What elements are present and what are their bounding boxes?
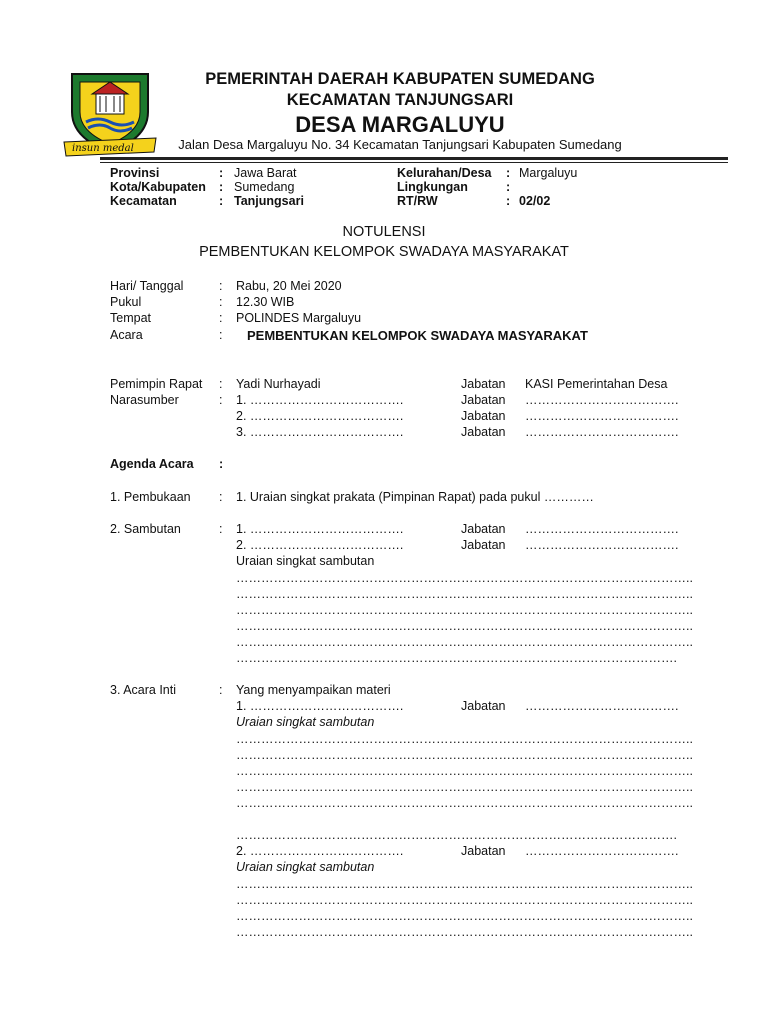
jabatan-blank: ………………………………. <box>525 522 679 536</box>
kecamatan-value: Tanjungsari <box>234 194 304 208</box>
narasumber-1: 1. ………………………………. <box>236 393 404 407</box>
agenda-heading-colon: : <box>219 457 224 471</box>
narasumber-3: 3. ………………………………. <box>236 425 404 439</box>
jabatan-label: Jabatan <box>461 538 506 552</box>
jabatan-label: Jabatan <box>461 699 506 713</box>
jabatan-label: Jabatan <box>461 409 506 423</box>
pemimpin-jabatan-value: KASI Pemerintahan Desa <box>525 377 668 391</box>
acara-value: PEMBENTUKAN KELOMPOK SWADAYA MASYARAKAT <box>247 328 588 343</box>
sambutan-speaker-1: 1. ………………………………. <box>236 522 404 536</box>
acara-inti-uraian-1-label: Uraian singkat sambutan <box>236 715 375 729</box>
agenda-heading: Agenda Acara <box>110 457 194 471</box>
sambutan-uraian-label: Uraian singkat sambutan <box>236 554 375 568</box>
letterhead-divider-thin <box>100 162 728 163</box>
dotted-line: ……………………………………………………………………………………………….. <box>236 893 693 907</box>
acara-inti-uraian-2-label: Uraian singkat sambutan <box>236 860 375 874</box>
pukul-label: Pukul <box>110 295 142 309</box>
jabatan-blank: ………………………………. <box>525 699 679 713</box>
jabatan-blank: ………………………………. <box>525 538 679 552</box>
rtrw-value: 02/02 <box>519 194 551 208</box>
pemimpin-rapat-value: Yadi Nurhayadi <box>236 377 321 391</box>
pukul-colon: : <box>219 295 223 309</box>
kota-colon: : <box>219 180 224 194</box>
regency-coat-of-arms-logo <box>62 68 158 158</box>
dotted-line: ……………………………………………………………………………………………….. <box>236 635 693 649</box>
jabatan-label: Jabatan <box>461 425 506 439</box>
kelurahan-label: Kelurahan/Desa <box>397 166 492 180</box>
pukul-value: 12.30 WIB <box>236 295 295 309</box>
dotted-line: ……………………………………………………………………………………………….. <box>236 571 693 585</box>
dotted-line: ……………………………………………………………………………………………. <box>236 651 677 665</box>
jabatan-blank: ………………………………. <box>525 844 679 858</box>
dotted-line: ……………………………………………………………………………………………….. <box>236 764 693 778</box>
rtrw-label: RT/RW <box>397 194 438 208</box>
kota-label: Kota/Kabupaten <box>110 180 206 194</box>
narasumber-label: Narasumber <box>110 393 179 407</box>
letterhead-line1: PEMERINTAH DAERAH KABUPATEN SUMEDANG <box>205 70 595 88</box>
jabatan-blank: ………………………………. <box>525 409 679 423</box>
narasumber-colon: : <box>219 393 223 407</box>
jabatan-label: Jabatan <box>461 377 506 391</box>
dotted-line: ……………………………………………………………………………………………….. <box>236 732 693 746</box>
kecamatan-label: Kecamatan <box>110 194 177 208</box>
dotted-line: ……………………………………………………………………………………………….. <box>236 796 693 810</box>
acara-label: Acara <box>110 328 143 342</box>
provinsi-label: Provinsi <box>110 166 160 180</box>
jabatan-label: Jabatan <box>461 844 506 858</box>
agenda-item1-label: 1. Pembukaan <box>110 490 191 504</box>
jabatan-label: Jabatan <box>461 393 506 407</box>
letterhead-address: Jalan Desa Margaluyu No. 34 Kecamatan Tanjungsari Kabupaten Sumedang <box>178 137 622 152</box>
rtrw-colon: : <box>506 194 511 208</box>
kelurahan-colon: : <box>506 166 511 180</box>
dotted-line: ……………………………………………………………………………………………….. <box>236 603 693 617</box>
dotted-line: ……………………………………………………………………………………………. <box>236 828 677 842</box>
jabatan-label: Jabatan <box>461 522 506 536</box>
lingkungan-label: Lingkungan <box>397 180 468 194</box>
dotted-line: ……………………………………………………………………………………………….. <box>236 877 693 891</box>
hari-label: Hari/ Tanggal <box>110 279 184 293</box>
logo-motto: insun medal <box>72 143 134 154</box>
dotted-line: ……………………………………………………………………………………………….. <box>236 780 693 794</box>
kota-value: Sumedang <box>234 180 295 194</box>
dotted-line: ……………………………………………………………………………………………….. <box>236 925 693 939</box>
letterhead-village-name: DESA MARGALUYU <box>295 112 505 137</box>
acara-inti-presenter-label: Yang menyampaikan materi <box>236 683 391 697</box>
letterhead-divider-thick <box>100 157 728 160</box>
agenda-item1-colon: : <box>219 490 223 504</box>
letterhead-line2: KECAMATAN TANJUNGSARI <box>286 91 514 109</box>
kecamatan-colon: : <box>219 194 224 208</box>
dotted-line: ……………………………………………………………………………………………….. <box>236 748 693 762</box>
document-title: NOTULENSI <box>342 224 426 240</box>
jabatan-blank: ………………………………. <box>525 425 679 439</box>
jabatan-blank: ………………………………. <box>525 393 679 407</box>
lingkungan-colon: : <box>506 180 511 194</box>
agenda-item2-label: 2. Sambutan <box>110 522 181 536</box>
dotted-line: ……………………………………………………………………………………………….. <box>236 909 693 923</box>
acara-inti-presenter-1: 1. ………………………………. <box>236 699 404 713</box>
hari-value: Rabu, 20 Mei 2020 <box>236 279 342 293</box>
provinsi-colon: : <box>219 166 224 180</box>
acara-inti-presenter-2: 2. ………………………………. <box>236 844 404 858</box>
pemimpin-rapat-label: Pemimpin Rapat <box>110 377 203 391</box>
dotted-line: ……………………………………………………………………………………………….. <box>236 619 693 633</box>
provinsi-value: Jawa Barat <box>234 166 297 180</box>
tempat-colon: : <box>219 311 223 325</box>
kelurahan-value: Margaluyu <box>519 166 578 180</box>
agenda-item3-label: 3. Acara Inti <box>110 683 177 697</box>
tempat-value: POLINDES Margaluyu <box>236 311 362 325</box>
acara-colon: : <box>219 328 223 342</box>
agenda-item3-colon: : <box>219 683 223 697</box>
document-subtitle: PEMBENTUKAN KELOMPOK SWADAYA MASYARAKAT <box>199 244 569 260</box>
sambutan-speaker-2: 2. ………………………………. <box>236 538 404 552</box>
dotted-line: ……………………………………………………………………………………………….. <box>236 587 693 601</box>
narasumber-2: 2. ………………………………. <box>236 409 404 423</box>
hari-colon: : <box>219 279 223 293</box>
pemimpin-rapat-colon: : <box>219 377 223 391</box>
agenda-item2-colon: : <box>219 522 223 536</box>
tempat-label: Tempat <box>110 311 151 325</box>
agenda-item1-text: 1. Uraian singkat prakata (Pimpinan Rapat) pada pukul ………… <box>236 490 594 504</box>
